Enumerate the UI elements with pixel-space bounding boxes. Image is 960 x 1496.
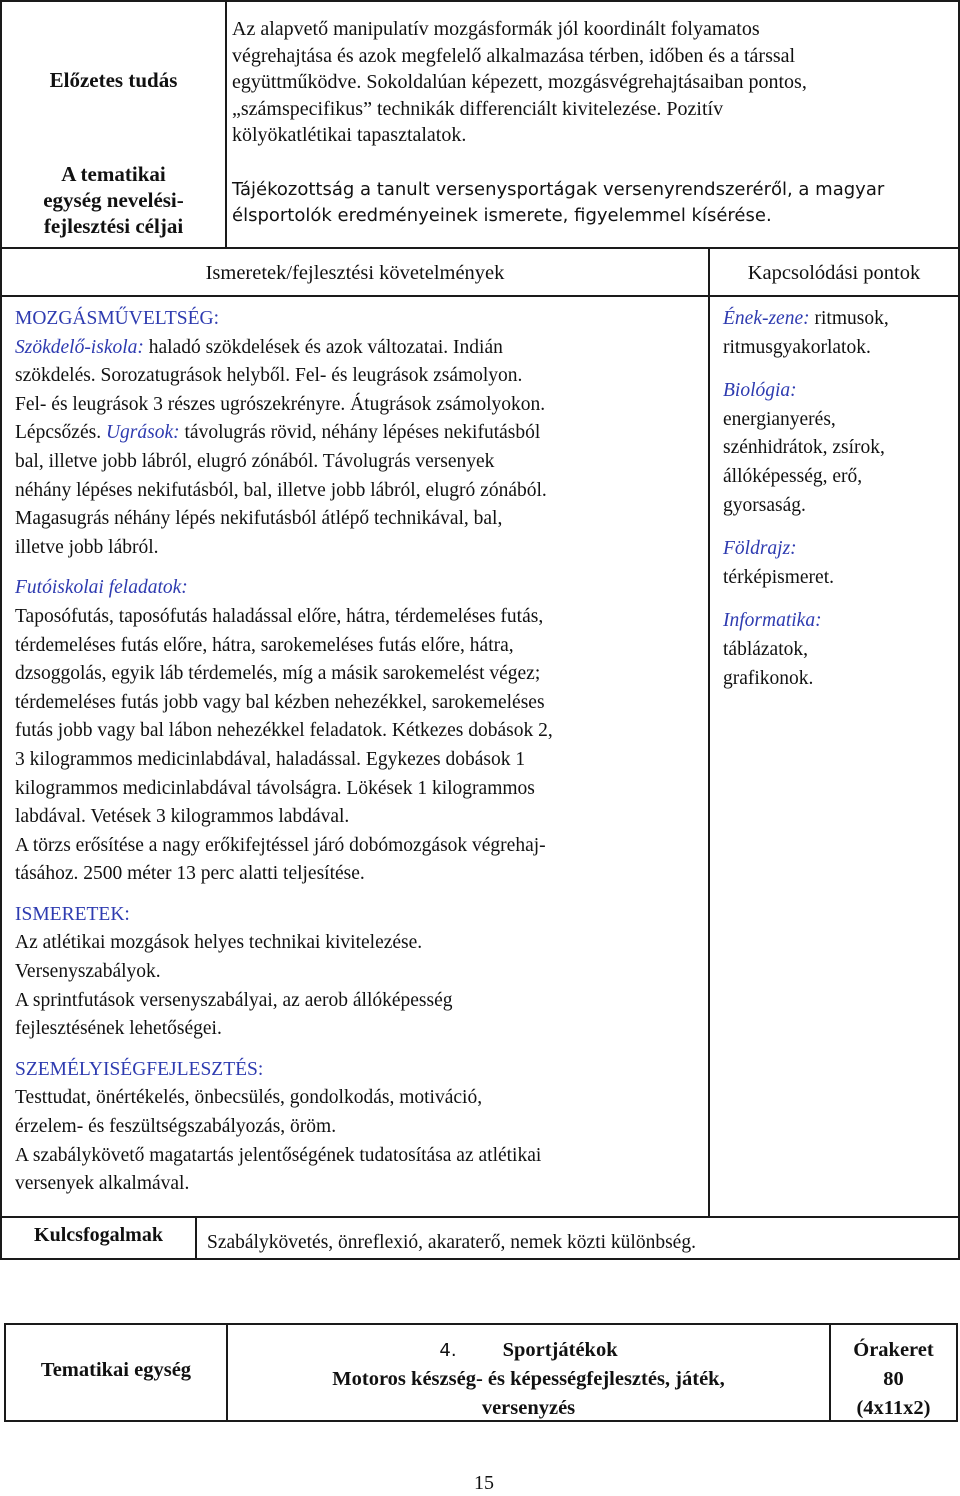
unit-hours: [829, 1336, 958, 1423]
inline-label: Szökdelő-iskola:: [15, 336, 144, 358]
connection-label-biology: Biológia:: [723, 380, 797, 402]
col-header-requirements: Ismeretek/fejlesztési követelmények: [205, 262, 505, 284]
hours-line: (4x11x2): [856, 1397, 931, 1419]
text-line: fejlesztésének lehetőségei.: [15, 1018, 222, 1040]
page-number: 15: [474, 1472, 494, 1494]
unit-goals-text: [232, 177, 952, 229]
text-line: Az atlétikai mozgások helyes technikai kivitelezése.: [15, 932, 423, 954]
text-line: szénhidrátok, zsírok,: [723, 437, 885, 459]
inline-text: Lépcsőzés.: [15, 422, 106, 444]
text-line: élsportolók eredményeinek ismerete, figyelemmel kísérése.: [232, 205, 772, 226]
text-line: térképismeret.: [723, 566, 834, 588]
text-line: futás jobb vagy bal lábon nehezékkel feladatok. Kétkezes dobások 2,: [15, 720, 553, 742]
text-line: térdemeléses futás jobb vagy bal kézben nehezékkel, sarokemeléses: [15, 691, 545, 713]
text-line: 3 kilogrammos medicinlabdával, haladással. Egykezes dobások 1: [15, 748, 526, 770]
connection-music: [723, 305, 955, 334]
prior-knowledge-label: Előzetes tudás: [49, 68, 178, 92]
text-line: kölyökatlétikai tapasztalatok.: [232, 124, 467, 146]
key-concepts-label: Kulcsfogalmak: [34, 1224, 163, 1246]
text-line: szökdelés. Sorozatugrások helyből. Fel- és leugrások zsámolyon.: [15, 365, 523, 387]
text-line: [15, 334, 705, 363]
text-line: kilogrammos medicinlabdával távolságra. Lökések 1 kilogrammos: [15, 777, 535, 799]
unit-goals-label: [2, 161, 225, 239]
text-line: A sprintfutások versenyszabályai, az aerob állóképesség: [15, 989, 453, 1011]
text-line: néhány lépéses nekifutásból, bal, illetve jobb lábról, elugró zónából.: [15, 479, 547, 501]
unit-label: Tematikai egység: [40, 1359, 192, 1381]
text-line: „számspecifikus” technikák differenciált kivitelezése. Pozitív: [232, 97, 724, 120]
unit-number: 4.: [439, 1340, 457, 1361]
connections-content: [723, 305, 955, 693]
text-line: Testtudat, önértékelés, önbecsülés, gondolkodás, motiváció,: [15, 1087, 483, 1109]
text-line: tásához. 2500 méter 13 perc alatti teljesítése.: [15, 863, 365, 885]
section-heading-szemelyisegfejlesztes: SZEMÉLYISÉGFEJLESZTÉS:: [15, 1058, 264, 1080]
section-heading-futoiskola: Futóiskolai feladatok:: [15, 577, 188, 599]
text-line: térdemeléses futás előre, hátra, sarokemeléses futás előre, hátra,: [15, 634, 514, 656]
unit-title: Sportjátékok: [502, 1339, 618, 1361]
goals-label-line: egység nevelési-: [43, 188, 184, 212]
hours-line: Órakeret: [853, 1339, 934, 1361]
goals-label-line: fejlesztési céljai: [43, 214, 184, 238]
requirements-content: [15, 305, 705, 1199]
connection-label-geography: Földrajz:: [723, 538, 797, 560]
text-line: végrehajtása és azok megfelelő alkalmazása térben, időben és a társsal: [232, 44, 796, 67]
text-line: energianyerés,: [723, 408, 836, 430]
prior-knowledge-text: [232, 16, 952, 149]
text-line: érzelem- és feszültségszabályozás, öröm.: [15, 1116, 337, 1138]
goals-label-line: A tematikai: [61, 162, 166, 186]
text-line: állóképesség, erő,: [723, 465, 863, 487]
text-line: Versenyszabályok.: [15, 961, 161, 983]
text-line: Magasugrás néhány lépés nekifutásból átlépő technikával, bal,: [15, 508, 503, 530]
text-line: dzsoggolás, egyik láb térdemelés, míg a másik sarokemelést végez;: [15, 663, 541, 685]
text-line: gyorsaság.: [723, 494, 806, 516]
text-line: [15, 419, 705, 448]
section-heading-mozgasmuveltseg: MOZGÁSMŰVELTSÉG:: [15, 308, 220, 329]
connection-text: ritmusok,: [809, 308, 889, 329]
text-line: Tájékozottság a tanult versenysportágak versenyrendszeréről, a magyar: [232, 179, 885, 200]
text-line: bal, illetve jobb lábról, elugró zónából. Távolugrás versenyek: [15, 450, 495, 472]
text-line: ritmusgyakorlatok.: [723, 336, 871, 358]
inline-text: haladó szökdelések és azok változatai. Indián: [143, 336, 503, 358]
key-concepts-text: Szabálykövetés, önreflexió, akaraterő, nemek közti különbség.: [207, 1232, 696, 1253]
col-header-connections: Kapcsolódási pontok: [747, 262, 921, 284]
unit-title-line: [226, 1336, 831, 1365]
connection-label: Ének-zene:: [723, 308, 810, 329]
text-line: Fel- és leugrások 3 részes ugrószekrényre. Átugrások zsámolyokon.: [15, 393, 546, 415]
hours-line: 80: [883, 1368, 904, 1390]
text-line: A törzs erősítése a nagy erőkifejtéssel járó dobómozgások végrehaj-: [15, 834, 546, 856]
text-line: grafikonok.: [723, 667, 814, 689]
text-line: labdával. Vetések 3 kilogrammos labdával.: [15, 806, 350, 828]
text-line: táblázatok,: [723, 638, 808, 660]
connection-label-informatics: Informatika:: [723, 610, 822, 632]
text-line: A szabálykövető magatartás jelentőségének tudatosítása az atlétikai: [15, 1144, 542, 1166]
inline-label: Ugrások:: [105, 422, 180, 444]
text-line: Az alapvető manipulatív mozgásformák jól koordinált folyamatos: [232, 18, 760, 40]
unit-subtitle-line: versenyzés: [481, 1397, 576, 1419]
unit-title-block: [226, 1336, 831, 1423]
inline-text: távolugrás rövid, néhány lépéses nekifutásból: [179, 422, 541, 444]
text-line: együttműködve. Sokoldalúan képezett, mozgásvégrehajtásaiban pontos,: [232, 71, 807, 93]
text-line: Taposófutás, taposófutás haladással előre, hátra, térdemeléses futás,: [15, 605, 544, 627]
text-line: versenyek alkalmával.: [15, 1173, 190, 1195]
section-heading-ismeretek: ISMERETEK:: [15, 903, 130, 925]
text-line: illetve jobb lábról.: [15, 536, 159, 558]
unit-subtitle-line: Motoros készség- és képességfejlesztés, játék,: [332, 1368, 725, 1390]
